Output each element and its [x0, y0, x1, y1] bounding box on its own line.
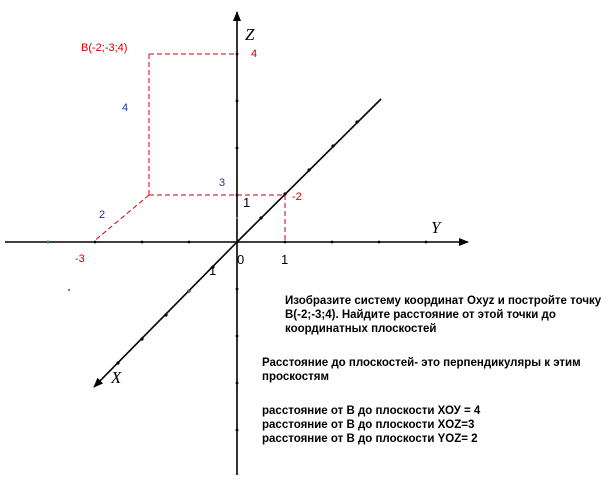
- note-text: [262, 356, 581, 384]
- distance-label-yoz: 2: [99, 209, 106, 221]
- answer-xoy: расстояние от В до плоскости ХОУ = 4: [262, 405, 481, 417]
- answers-block: [262, 404, 480, 446]
- axis-label-z: Z: [245, 25, 255, 44]
- task-text: [285, 294, 601, 336]
- z-coordinate-label: 4: [251, 48, 258, 60]
- task-line-1: Изобразите систему координат Oxyz и постройте точку: [285, 295, 602, 307]
- z-tick-label-1: 1: [243, 195, 251, 210]
- axis-label-x: X: [111, 368, 122, 387]
- distance-label-xoz: 3: [219, 177, 226, 189]
- y-tick-label-1: 1: [281, 252, 289, 267]
- origin-label: 0: [237, 252, 245, 267]
- distance-label-xoy: 4: [122, 102, 129, 114]
- x-tick-label-1: 1: [209, 263, 217, 278]
- axis-label-y: Y: [431, 218, 441, 237]
- task-line-3: координатных плоскостей: [285, 323, 437, 335]
- note-line-2: проскостям: [262, 371, 329, 383]
- note-line-1: Расстояние до плоскостей- это перпендикуляры к этим: [262, 357, 581, 369]
- construction-dashes: [93, 54, 285, 242]
- task-line-2: B(-2;-3;4). Найдите расстояние от этой точки до: [285, 309, 556, 321]
- answer-xoz: расстояние от В до плоскости XOZ=3: [262, 419, 475, 431]
- point-b-label: B(-2;-3;4): [81, 42, 128, 54]
- y-coordinate-label: -2: [292, 191, 302, 203]
- x-coordinate-label: -3: [75, 253, 85, 265]
- answer-yoz: расстояние от В до плоскости YOZ= 2: [262, 433, 478, 445]
